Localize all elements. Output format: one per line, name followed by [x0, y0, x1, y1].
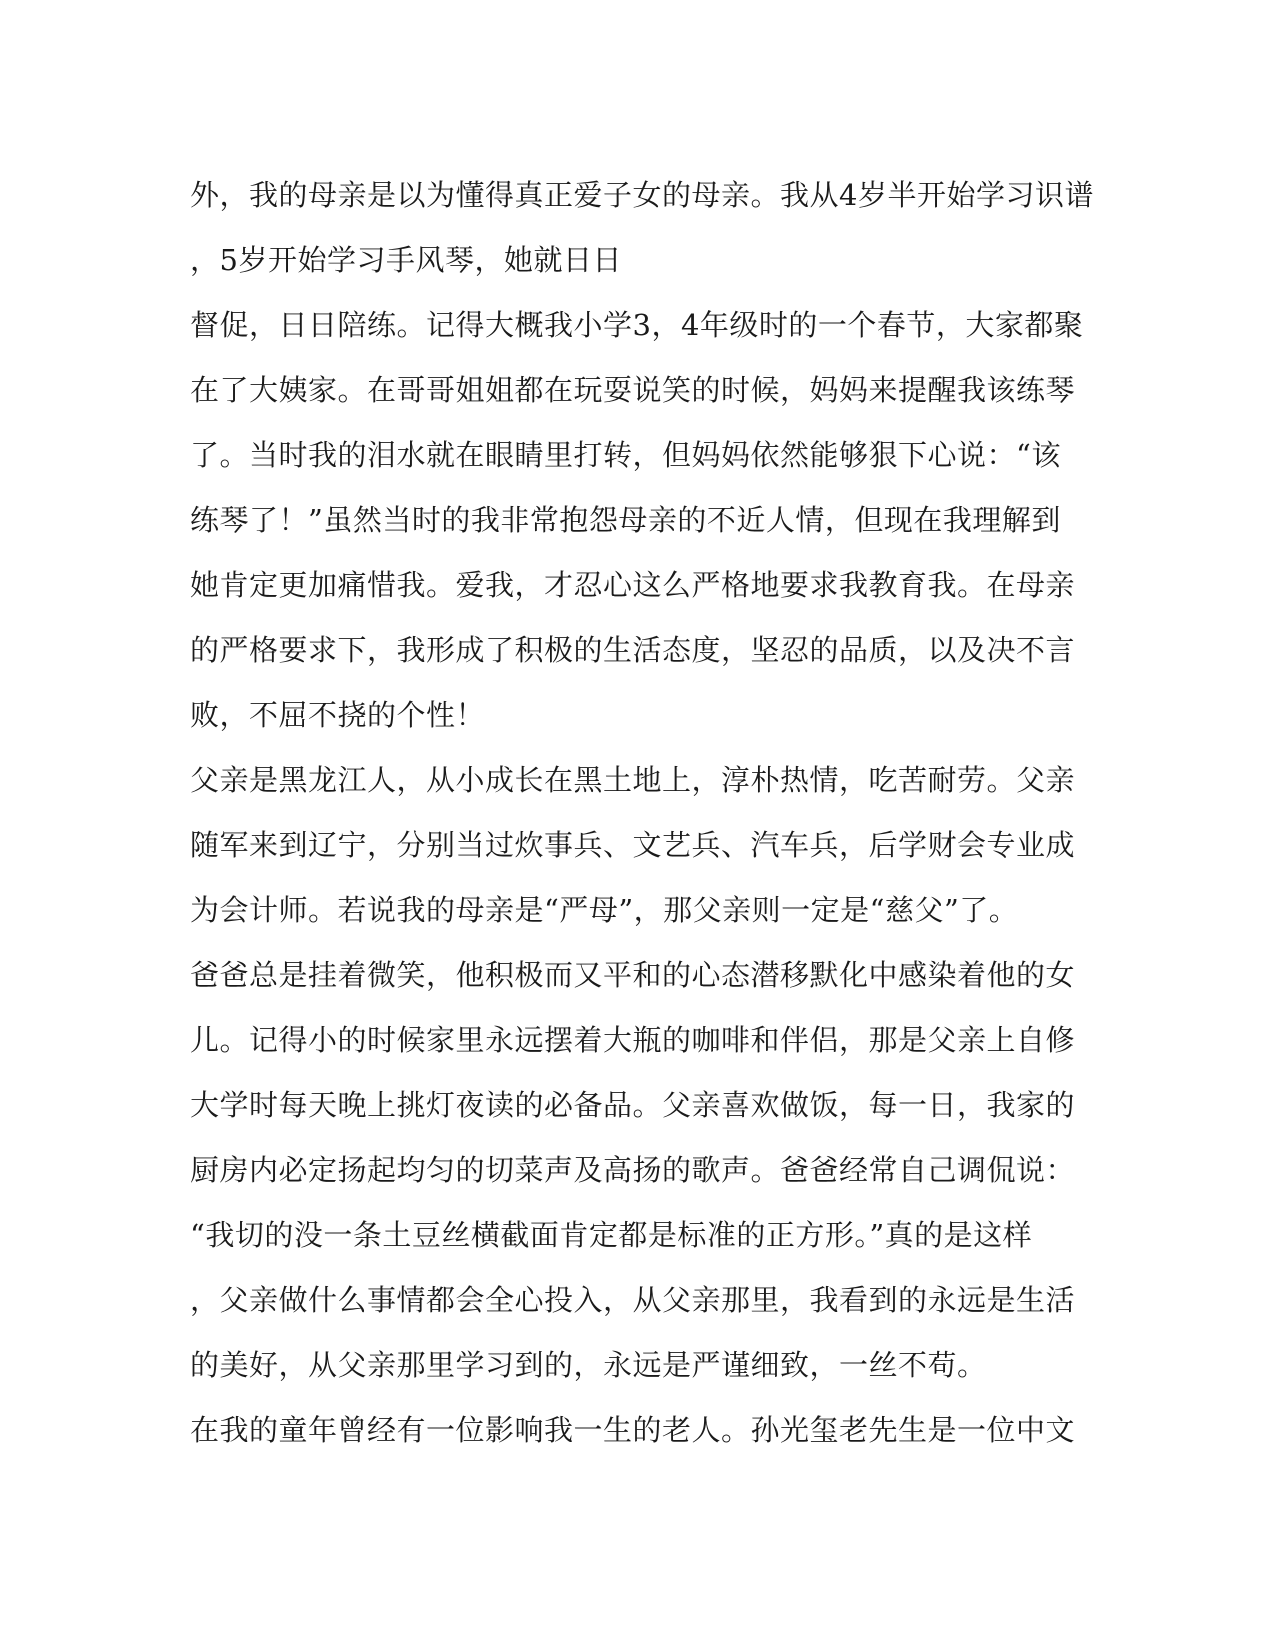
text-line: ，父亲做什么事情都会全心投入，从父亲那里，我看到的永远是生活: [190, 1283, 1076, 1317]
text-line: 的严格要求下，我形成了积极的生活态度，坚忍的品质，以及决不言: [190, 633, 1076, 667]
text-line: 随军来到辽宁，分别当过炊事兵、文艺兵、汽车兵，后学财会专业成: [190, 828, 1076, 862]
text-line: 父亲是黑龙江人，从小成长在黑土地上，淳朴热情，吃苦耐劳。父亲: [190, 763, 1076, 797]
text-line: 儿。记得小的时候家里永远摆着大瓶的咖啡和伴侣，那是父亲上自修: [190, 1023, 1076, 1057]
text-line: 败，不屈不挠的个性！: [190, 698, 486, 732]
text-line: “我切的没一条土豆丝横截面肯定都是标准的正方形。”真的是这样: [190, 1218, 1033, 1252]
text-line: 大学时每天晚上挑灯夜读的必备品。父亲喜欢做饭，每一日，我家的: [190, 1088, 1076, 1122]
text-line: 在了大姨家。在哥哥姐姐都在玩耍说笑的时候，妈妈来提醒我该练琴: [190, 373, 1076, 407]
text-line: 外，我的母亲是以为懂得真正爱子女的母亲。我从4岁半开始学习识谱: [190, 178, 1094, 212]
text-line: 爸爸总是挂着微笑，他积极而又平和的心态潜移默化中感染着他的女: [190, 958, 1076, 992]
text-line: 督促，日日陪练。记得大概我小学3，4年级时的一个春节，大家都聚: [190, 308, 1084, 342]
text-line: ，5岁开始学习手风琴，她就日日: [190, 243, 622, 277]
text-line: 了。当时我的泪水就在眼睛里打转，但妈妈依然能够狠下心说：“该: [190, 438, 1061, 472]
text-line: 的美好，从父亲那里学习到的，永远是严谨细致，一丝不苟。: [190, 1348, 987, 1382]
text-line: 为会计师。若说我的母亲是“严母”，那父亲则一定是“慈父”了。: [190, 893, 1019, 927]
text-line: 厨房内必定扬起均匀的切菜声及高扬的歌声。爸爸经常自己调侃说：: [190, 1153, 1076, 1187]
text-line: 在我的童年曾经有一位影响我一生的老人。孙光玺老先生是一位中文: [190, 1413, 1076, 1447]
body-text: [190, 163, 1094, 1463]
text-line: 她肯定更加痛惜我。爱我，才忍心这么严格地要求我教育我。在母亲: [190, 568, 1076, 602]
text-line: 练琴了！”虽然当时的我非常抱怨母亲的不近人情，但现在我理解到: [190, 503, 1061, 537]
